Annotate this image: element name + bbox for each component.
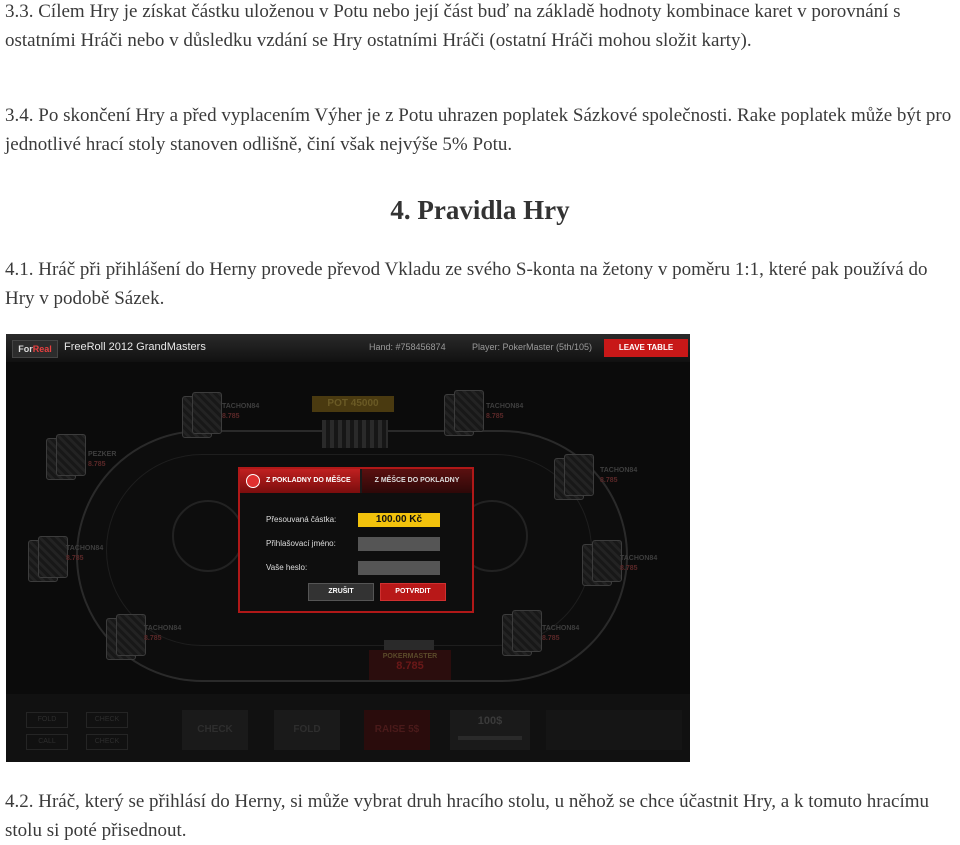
seat-6: TACHON84 8.785 (620, 555, 658, 572)
auto-check2-toggle[interactable]: CHECK (86, 734, 128, 750)
seat-4: TACHON84 8.785 (600, 467, 638, 484)
paragraph-3-3: 3.3. Cílem Hry je získat částku uloženou v Potu nebo její část buď na základě hodnoty kombinace karet v porovnání s ostatními Hráči nebo v důsledku vzdání se Hry ostatními Hráči (ostatní Hráči mohou složit karty). (5, 1, 901, 51)
leave-table-button[interactable]: LEAVE TABLE (604, 339, 688, 357)
paragraph-4-1: 4.1. Hráč při přihlášení do Herny provede převod Vkladu ze svého S-konta na žetony v poměru 1:1, které pak používá do Hry v podobě Sázek. (5, 259, 928, 309)
forreal-logo: ForReal (12, 340, 58, 358)
paragraph-3-4: 3.4. Po skončení Hry a před vyplacením Výher je z Potu uhrazen poplatek Sázkové společnosti. Rake poplatek může být pro jednotlivé hrací stoly stanoven odlišně, činí však nejvýše 5% Potu. (5, 105, 952, 155)
seat-8: TACHON84 8.785 (542, 625, 580, 642)
confirm-button[interactable]: POTVRDIT (380, 583, 446, 601)
hand-number: Hand: #758456874 (369, 342, 446, 352)
tab-to-purse[interactable]: Z POKLADNY DO MĚŠCE (240, 469, 360, 493)
seat-7: TACHON84 8.785 (144, 625, 182, 642)
cashier-dialog (238, 467, 474, 613)
password-field[interactable] (358, 561, 440, 575)
poker-table (6, 362, 690, 694)
seat-card (454, 390, 484, 432)
seat-1: TACHON84 8.785 (222, 403, 260, 420)
poker-table-screenshot (6, 334, 690, 762)
seat-card (512, 610, 542, 652)
seat-card (592, 540, 622, 582)
bet-slider[interactable] (458, 736, 522, 740)
cancel-button[interactable]: ZRUŠIT (308, 583, 374, 601)
auto-fold-toggle[interactable]: FOLD (26, 712, 68, 728)
auto-check-toggle[interactable]: CHECK (86, 712, 128, 728)
player-info: Player: PokerMaster (5th/105) (472, 342, 593, 352)
coin-icon (246, 474, 260, 488)
section-heading: 4. Pravidla Hry (390, 195, 570, 225)
check-button[interactable]: CHECK (182, 710, 248, 750)
seat-card (116, 614, 146, 656)
poker-top-bar (6, 334, 690, 362)
seat-card (38, 536, 68, 578)
action-bar (6, 694, 690, 762)
login-label: Přihlašovací jméno: (266, 539, 336, 548)
seat-card (564, 454, 594, 496)
amount-field[interactable]: 100.00 Kč (358, 513, 440, 527)
my-seat: POKERMASTER 8.785 (369, 650, 451, 680)
tab-to-cashier[interactable]: Z MĚŠCE DO POKLADNY (362, 469, 472, 493)
pot-label: POT 45000 (312, 396, 394, 412)
auto-call-toggle[interactable]: CALL (26, 734, 68, 750)
tournament-title: FreeRoll 2012 GrandMasters (64, 341, 206, 353)
seat-3: PEZKER 8.785 (88, 451, 117, 468)
login-field[interactable] (358, 537, 440, 551)
seat-2: TACHON84 8.785 (486, 403, 524, 420)
side-panel (546, 710, 682, 750)
bet-amount: 100$ (450, 710, 530, 750)
seat-5: TACHON84 8.785 (66, 545, 104, 562)
table-ring-left (172, 500, 244, 572)
fold-button[interactable]: FOLD (274, 710, 340, 750)
dialog-tabs (240, 469, 472, 493)
raise-button[interactable]: RAISE 5$ (364, 710, 430, 750)
paragraph-4-2: 4.2. Hráč, který se přihlásí do Herny, si může vybrat druh hracího stolu, u něhož se chce účastnit Hry, a k tomuto hracímu stolu si poté přisednout. (5, 791, 930, 841)
seat-card (56, 434, 86, 476)
seat-card (192, 392, 222, 434)
amount-label: Přesouvaná částka: (266, 515, 337, 524)
chip-stack (322, 420, 388, 448)
password-label: Vaše heslo: (266, 563, 308, 572)
